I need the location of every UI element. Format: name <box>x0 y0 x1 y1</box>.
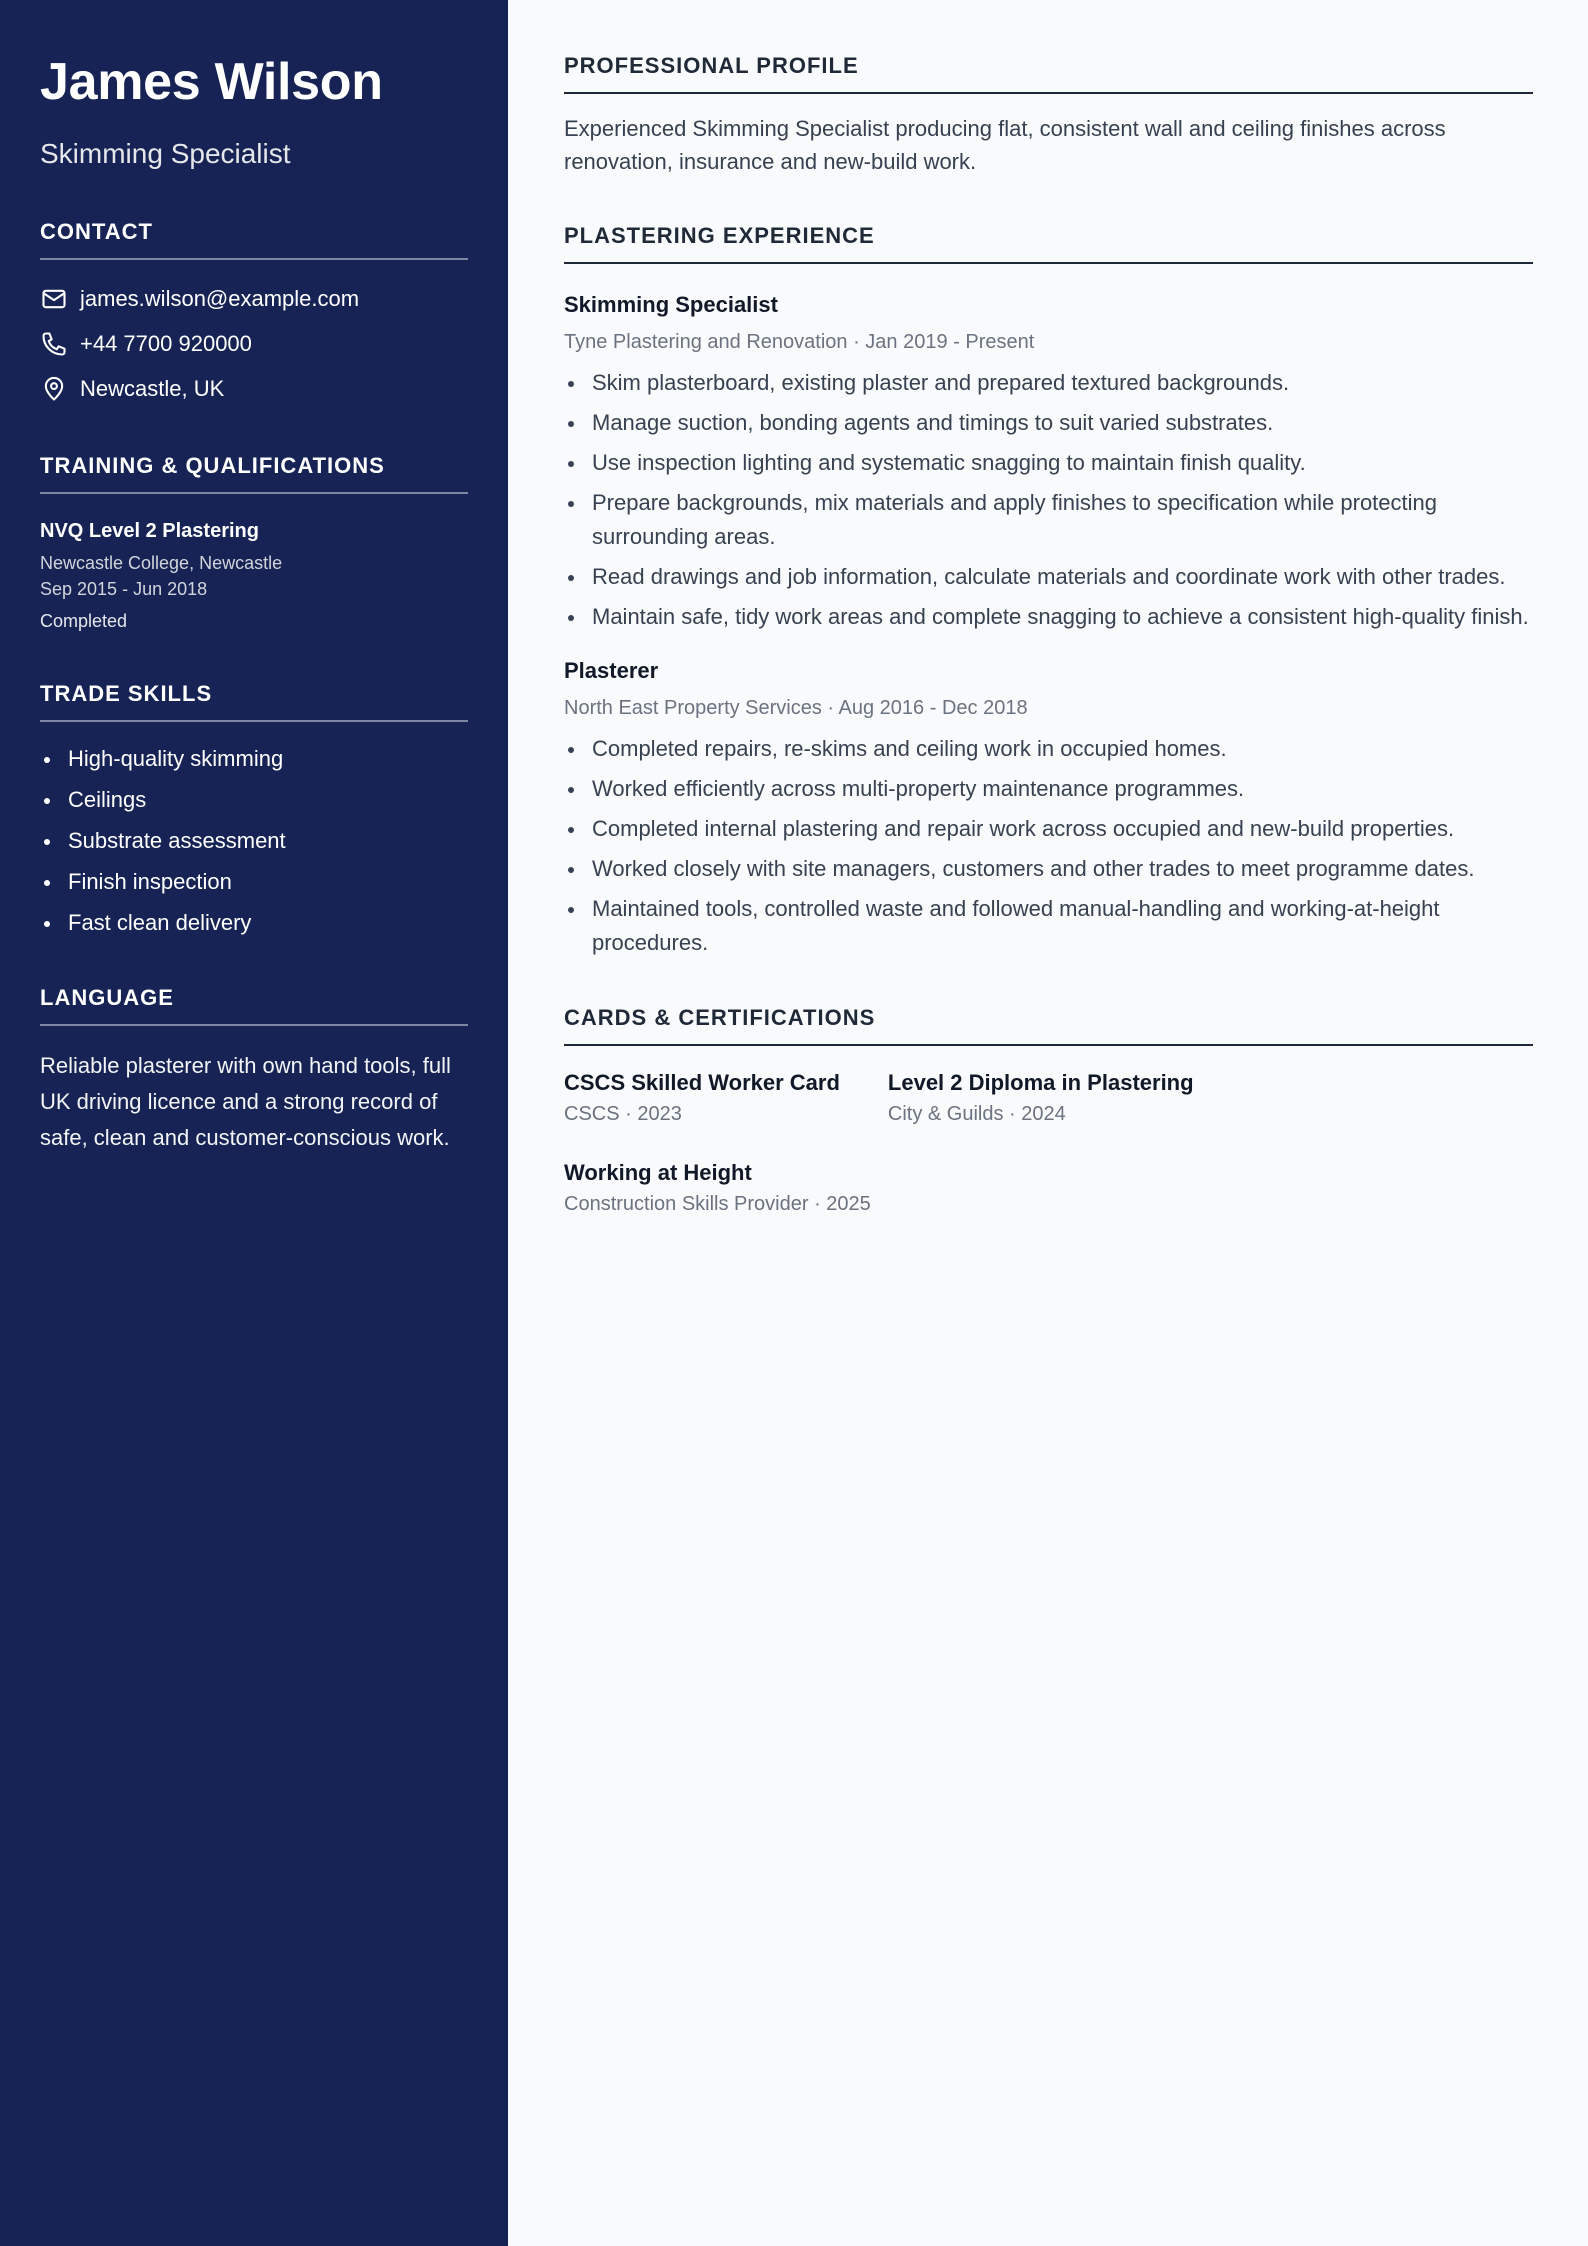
job-entry <box>564 290 1533 634</box>
training-school: Newcastle College, Newcastle <box>40 553 283 573</box>
contact-phone-row[interactable] <box>40 327 468 361</box>
contact-section <box>40 218 468 406</box>
skill-item: Fast clean delivery <box>40 908 468 938</box>
certification-meta: Construction Skills Provider · 2025 <box>564 1193 871 1215</box>
certification-item <box>888 1068 1194 1128</box>
job-bullets <box>564 732 1533 960</box>
job-bullet: Read drawings and job information, calculate materials and coordinate work with other trades. <box>564 560 1533 594</box>
job-bullet: Skim plasterboard, existing plaster and prepared textured backgrounds. <box>564 366 1533 400</box>
mail-icon <box>40 285 68 313</box>
training-title: NVQ Level 2 Plastering <box>40 520 259 542</box>
certifications-section <box>564 1004 1533 1248</box>
skill-item: Finish inspection <box>40 867 468 897</box>
skill-item: Substrate assessment <box>40 826 468 856</box>
job-title: Plasterer <box>564 658 659 683</box>
contact-email[interactable]: james.wilson@example.com <box>80 286 360 311</box>
language-heading: LANGUAGE <box>40 984 468 1026</box>
certification-item <box>564 1158 871 1218</box>
certification-meta: CSCS · 2023 <box>564 1103 682 1125</box>
contact-location: Newcastle, UK <box>80 376 225 401</box>
job-title: Skimming Specialist <box>564 292 778 317</box>
candidate-role: Skimming Specialist <box>40 138 291 169</box>
job-bullet: Use inspection lighting and systematic snagging to maintain finish quality. <box>564 446 1533 480</box>
certification-item <box>564 1068 840 1128</box>
sidebar <box>0 0 508 2246</box>
training-heading: TRAINING & QUALIFICATIONS <box>40 452 468 494</box>
skill-item: Ceilings <box>40 785 468 815</box>
contact-location-row <box>40 372 468 406</box>
job-bullet: Maintained tools, controlled waste and followed manual-handling and working-at-height procedures. <box>564 892 1533 960</box>
job-bullet: Maintain safe, tidy work areas and complete snagging to achieve a consistent high-quality finish. <box>564 600 1533 634</box>
profile-heading: PROFESSIONAL PROFILE <box>564 52 1533 94</box>
skills-list <box>40 744 468 938</box>
job-meta: Tyne Plastering and Renovation · Jan 2019 - Present <box>564 331 1035 353</box>
certifications-heading: CARDS & CERTIFICATIONS <box>564 1004 1533 1046</box>
profile-section <box>564 52 1533 178</box>
phone-icon <box>40 330 68 358</box>
job-bullets <box>564 366 1533 634</box>
training-section <box>40 452 468 634</box>
skill-item: High-quality skimming <box>40 744 468 774</box>
experience-heading: PLASTERING EXPERIENCE <box>564 222 1533 264</box>
job-entry <box>564 656 1533 960</box>
job-bullet: Manage suction, bonding agents and timings to suit varied substrates. <box>564 406 1533 440</box>
training-dates: Sep 2015 - Jun 2018 <box>40 579 208 599</box>
contact-phone[interactable]: +44 7700 920000 <box>80 331 252 356</box>
job-bullet: Completed repairs, re-skims and ceiling work in occupied homes. <box>564 732 1533 766</box>
certification-name: Level 2 Diploma in Plastering <box>887 1070 1194 1095</box>
certification-meta: City & Guilds · 2024 <box>887 1103 1066 1125</box>
certification-name: CSCS Skilled Worker Card <box>564 1070 840 1095</box>
language-section <box>40 984 468 1156</box>
contact-email-row[interactable] <box>40 282 468 316</box>
skills-heading: TRADE SKILLS <box>40 680 468 722</box>
main-content <box>564 52 1533 1248</box>
certifications-list <box>564 1068 1533 1248</box>
certification-name: Working at Height <box>564 1160 752 1185</box>
contact-list <box>40 282 468 406</box>
skills-section <box>40 680 468 938</box>
profile-text: Experienced Skimming Specialist producing flat, consistent wall and ceiling finishes across renovation, insurance and new-build work. <box>564 116 1446 174</box>
job-bullet: Worked efficiently across multi-property maintenance programmes. <box>564 772 1533 806</box>
candidate-name: James Wilson <box>40 53 383 111</box>
training-status: Completed <box>40 611 128 631</box>
location-pin-icon <box>40 375 68 403</box>
job-bullet: Completed internal plastering and repair work across occupied and new-build properties. <box>564 812 1533 846</box>
experience-section <box>564 222 1533 960</box>
job-meta: North East Property Services · Aug 2016 - Dec 2018 <box>564 697 1028 719</box>
contact-heading: CONTACT <box>40 218 468 260</box>
job-bullet: Worked closely with site managers, customers and other trades to meet programme dates. <box>564 852 1533 886</box>
language-text: Reliable plasterer with own hand tools, full UK driving licence and a strong record of safe, clean and customer-conscious work. <box>40 1053 451 1150</box>
job-bullet: Prepare backgrounds, mix materials and apply finishes to specification while protecting surrounding areas. <box>564 486 1533 554</box>
